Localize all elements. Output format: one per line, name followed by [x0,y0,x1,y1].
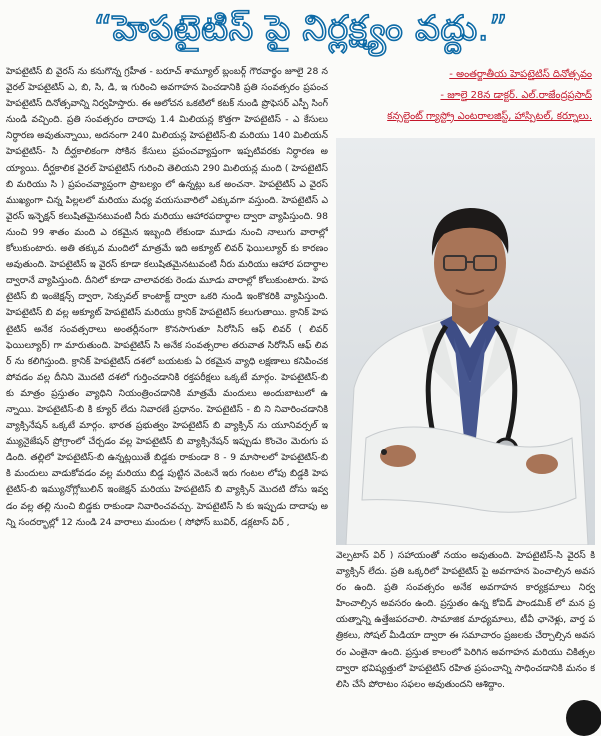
article-right-column: వెల్పటాస్ విర్ ) సహాయంతో నయం అవుతుంది. హెపటైటిస్-సి వైరస్ కి వ్యాక్సిన్ లేదు. ప్రతి ఒక్కరిలో హెపటైటిస్ పై అవగాహన పెంచాల్సిన అవసరం ఉంది. ప్రతి సంవత్సరం అనేక అవగాహన కార్యక్రమాలు నిర్వహించాల్సిన అవసరం ఉంది. ప్రస్తుతం ఉన్న కోవిడ్ పాండమిక్ లో మన ప్రయత్నాన్ని ఉత్తేజపరచాలి. సామాజిక మాధ్యమాలు, టీవీ ఛానెళ్లు, వార్త పత్రికలు, సోషల్ మీడియా ద్వారా ఈ సమాచారం ప్రజలకు చేర్చాల్సిన అవసరం ఎంతైనా ఉంది. ప్రస్తుత కాలంలో పెరిగిన అవగాహన మరియు చికిత్సల ద్వారా భవిష్యత్తులో హెపటైటిస్ రహిత ప్రపంచాన్ని సాధించడానికి మనం కలిసి చేసే పోరాటం సఫలం అవుతుందని ఆశిద్దాం. [336,550,595,690]
corner-badge [566,700,601,736]
byline-affiliation: కన్సల్టెంట్ గ్యాస్ట్రో ఎంటరాలజిస్ట్, హాస్పిటల్, కర్నూలు. [387,111,592,122]
wristwatch [381,449,387,455]
left-hand [380,445,416,467]
byline-author: - జూలై 28న డాక్టర్. ఎల్.రాజేంద్రప్రసాద్ [440,90,592,101]
author-byline [330,64,592,127]
headline: “హెపటైటిస్ పై నిర్లక్ష్యం వద్దు.” [94,9,508,49]
doctor-illustration [336,138,595,545]
article-left-column: హెపటైటిస్ బి వైరస్ ను కనుగొన్న గ్రహీత - బరూచ్ శామ్యూల్ బ్లంబర్గ్ గౌరవార్థం జూలై 28 న వైరల్ హెపటైటిస్ ఎ, బి, సి, డి, ఇ గురించి అవగాహన పెంచడానికి ప్రతి సంవత్సరం ప్రపంచ హెపటైటిస్ దినోత్సవాన్ని నిర్వహిస్తారు. ఈ ఆలోచన ఒకటిలో కటక్ నుండి ప్రొఫెసర్ ఎస్పీ సింగ్ నుండి వచ్చింది. ప్రతి సంవత్సరం దాదాపు 1.4 మిలియన్ల కొత్తగా హెపటైటిస్ - ఎ కేసులు నిర్ధారణ అవుతున్నాయి, అదనంగా 240 మిలియన్ల హెపటైటిస్-బి మరియు 140 మిలియన్ హెపటైటిస్- సి దీర్ఘకాలికంగా సోకిన కేసులు ప్రపంచవ్యాప్తంగా ఇప్పటివరకు నిర్ధారణ అయ్యాయి. దీర్ఘకాలిక వైరల్ హెపటైటిస్ గురించి తెలియని 290 మిలియన్ల మంది ( హెపటైటిస్ బి మరియు సి ) ప్రపంచవ్యాప్తంగా ప్రాబల్యం లో ఉన్నట్లు ఒక అంచనా. హెపటైటిస్ ఎ వైరస్ ముఖ్యంగా చిన్న పిల్లలలో మరియు మధ్య వయసువారిలో ఎక్కువగా వస్తుంది. హెపటైటిస్ ఎ వైరస్ ఇన్ఫెక్షన్ కలుషితమైనటువంటి నీరు మరియు ఆహారపదార్థాల ద్వారా వ్యాపిస్తుంది. 98 నుంచి 99 శాతం మంది ఎ రకమైన ఇబ్బంది లేకుండా మూడు నుంచి నాలుగు వారాల్లో కోలుకుంటారు. అతి తక్కువ మందిలో మాత్రమే ఇది అక్యూట్ లివర్ ఫెయిల్యూర్ కు కారణం అవుతుంది. హెపటైటిస్ ఇ వైరస్ కూడా కలుషితమైనటువంటి నీరు మరియు ఆహార పదార్థాల ద్వారానే వ్యాపిస్తుంది. దీనిలో కూడా చాలావరకు రెండు మూడు వారాల్లో కోలుకుంటారు. హెపటైటిస్ బి ఇంజెక్షన్స్ ద్వారా, సెక్సువల్ కాంటాక్ట్ ద్వారా ఒకరి నుండి ఇంకొకరికి వ్యాపిస్తుంది. హెపటైటిస్ బి వల్ల అక్యూట్ హెపటైటిస్ మరియు క్రానిక్ హెపటైటిస్ కలుగుతాయి. క్రానిక్ హెపటైటిస్ అనేక సంవత్సరాలు అంతర్లీనంగా కొనసాగుతూ సిరోసిస్ ఆఫ్ లివర్ ( లివర్ ఫెయిల్యూర్) గా మారుతుంది. హెపటైటిస్ సి అనేక సంవత్సరాల తరువాత సిరోసిస్ ఆఫ్ లివర్ ను కలిగిస్తుంది. క్రానిక్ హెపటైటిస్ దశలో బయటకు ఏ రకమైన వ్యాధి లక్షణాలు కనిపించక పోవడం వల్ల దీనిని మొదటి దశలో గుర్తించడానికి రక్తపరీక్షలు ఒక్కటే మార్గం. హెపటైటిస్-బి కు మాత్రం ప్రస్తుతం వ్యాధిని నియంత్రించడానికి మాత్రమే మందులు అందుబాటులో ఉన్నాయి. హెపటైటిస్-బి కి క్యూర్ లేదు నివారణే ప్రధానం. హెపటైటిస్ - బి ని నివారించడానికి వ్యాక్సినేషన్ ఒక్కటే మార్గం. భారత ప్రభుత్వం హెపటైటిస్ బి వ్యాక్సిన్ ను యూనివర్సల్ ఇమ్యునైజేషన్ ప్రోగ్రాంలో చేర్చడం వల్ల హెపటైటిస్ బి వ్యాక్సినేషన్ ఇప్పుడు కొంచెం మెరుగు పడింది. తల్లిలో హెపటైటిస్-బి ఉన్నట్లయితే బిడ్డకు రాకుండా 8 - 9 మాసాలలో హెపటైటిస్-బి కి మందులు వాడుకోవడం వల్ల మరియు బిడ్డ పుట్టిన వెంటనే ఇరు గంటల లోపు బిడ్డకి హెపటైటిస్-బి ఇమ్యునోగ్లోబులిన్ ఇంజెక్షన్ మరియు హెపటైటిస్ బి వ్యాక్సిన్ మొదటి దోసు ఇవ్వడం వల్ల తల్లి నుంచి బిడ్డకు రాకుండా నివారించవచ్చు. హెపటైటిస్ సి కు ఇప్పుడు దాదాపు అన్ని సందర్భాల్లో 12 నుండి 24 వారాలు మందుల ( సోఫోస్ బువిర్, డక్లటాస్ విర్ , [6,66,328,528]
byline-occasion: - అంతర్జాతీయ హెపటైటిస్ దినోత్సవం [449,69,592,80]
right-hand [526,454,558,474]
doctor-photo [336,138,595,545]
